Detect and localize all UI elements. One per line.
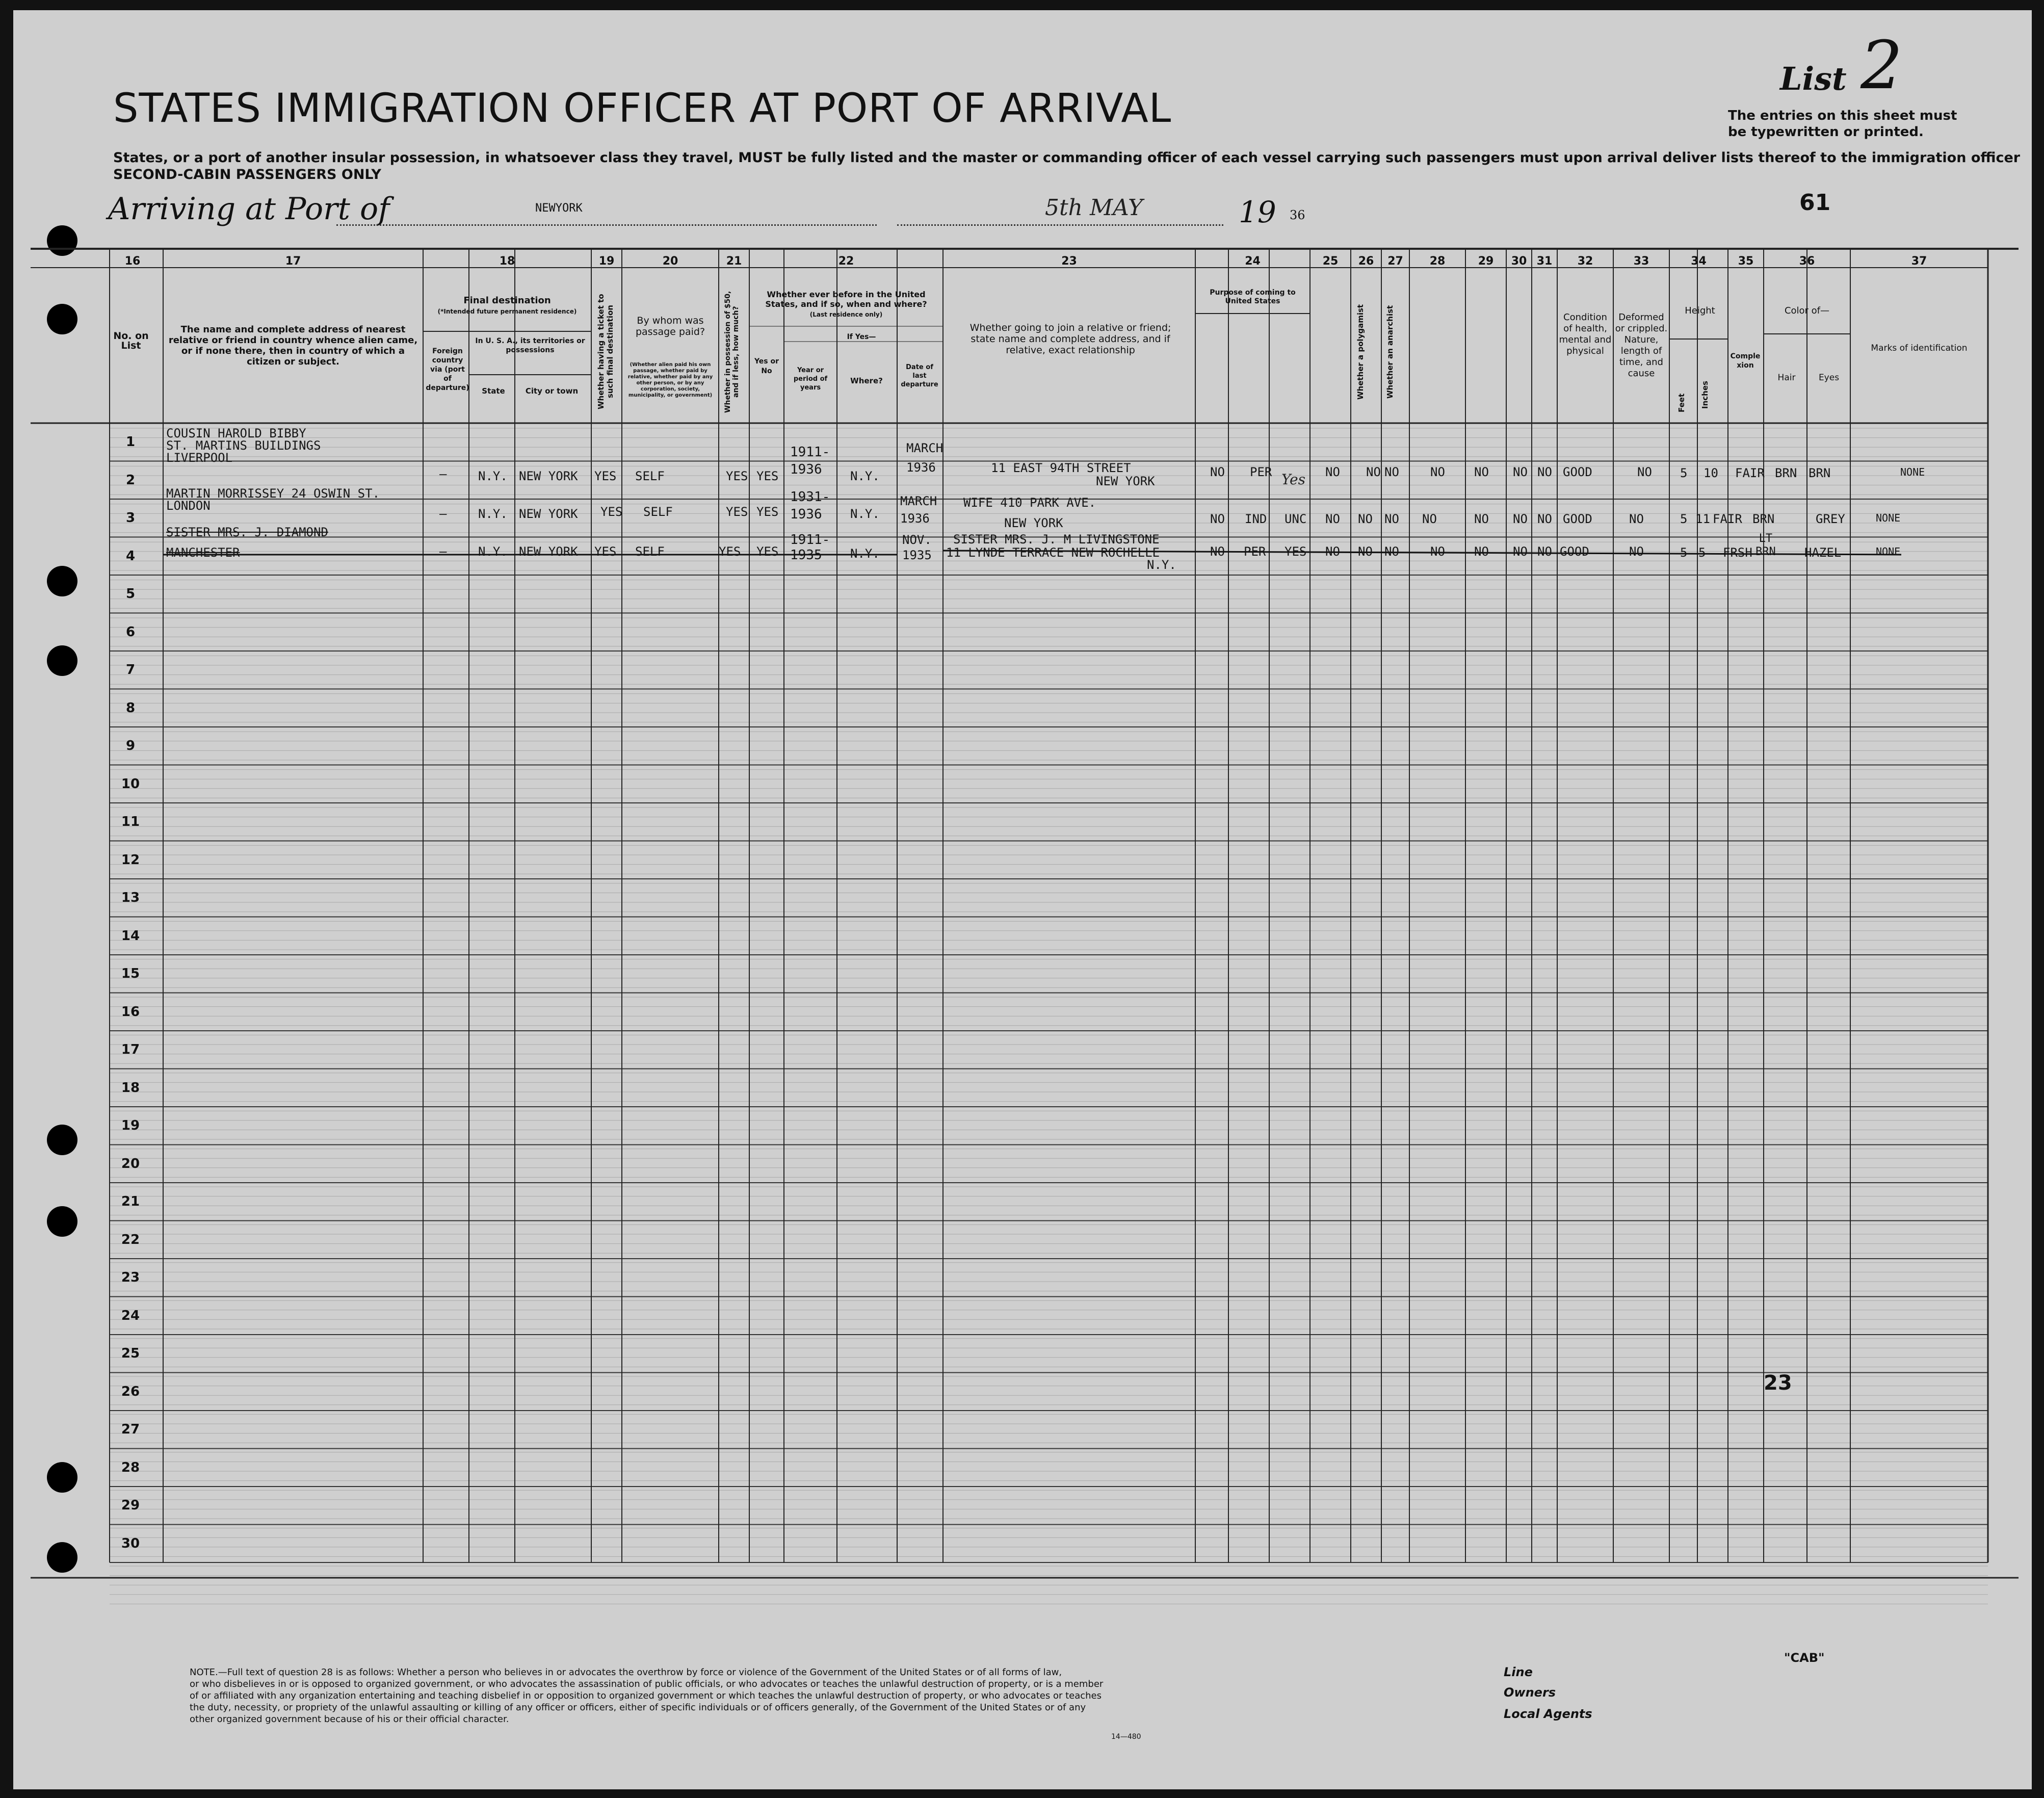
entry-inches: 5 — [1698, 545, 1706, 560]
entry-c31: NO — [1537, 544, 1552, 559]
entry-relative: SISTER MRS. J. DIAMOND — [166, 525, 328, 539]
column-number: 32 — [1577, 255, 1593, 268]
cabin-class-text: SECOND-CABIN PASSENGERS ONLY — [113, 167, 381, 183]
entry-c25: NO — [1325, 544, 1340, 559]
entry-before: YES — [756, 544, 779, 559]
entry-paid-by: SELF — [635, 544, 665, 559]
entry-c25: NO — [1325, 465, 1340, 479]
header-in-usa: In U. S. A., its territories or possessions — [475, 337, 585, 354]
entry-c25: NO — [1325, 512, 1340, 526]
entry-c30: NO — [1513, 465, 1528, 479]
entry-c26: NO — [1358, 512, 1373, 526]
row-number: 24 — [121, 1308, 140, 1323]
entry-health: GOOD — [1560, 544, 1589, 559]
entry-where: N.Y. — [850, 546, 880, 561]
row-number: 7 — [125, 662, 136, 677]
row-number: 28 — [121, 1460, 140, 1475]
entry-health: GOOD — [1563, 512, 1592, 526]
row-number: 18 — [121, 1080, 140, 1096]
entry-c29: NO — [1474, 544, 1489, 559]
row-number: 4 — [125, 548, 136, 564]
entry-c29: NO — [1474, 465, 1489, 479]
entry-c28: NO — [1430, 465, 1445, 479]
entry-c30: NO — [1513, 512, 1528, 526]
entry-join: NEW YORK — [1004, 516, 1063, 530]
row-number: 8 — [125, 700, 136, 716]
entry-ticket: YES — [600, 505, 623, 519]
entry-complexion: FAIR — [1735, 466, 1765, 480]
entry-c26: NO — [1358, 544, 1373, 559]
entry-date: MARCH 1936 — [900, 494, 937, 526]
column-number: 19 — [598, 255, 615, 268]
column-number: 28 — [1429, 255, 1446, 268]
column-number: 23 — [1061, 255, 1077, 268]
column-number: 33 — [1633, 255, 1649, 268]
port-value: NEWYORK — [535, 202, 583, 215]
entry-deformed: NO — [1629, 544, 1644, 559]
entry-purpose-a: NO — [1210, 512, 1225, 526]
year-suffix: 36 — [1290, 208, 1305, 222]
row-number: 10 — [121, 776, 140, 792]
entry-c26: NO — [1366, 465, 1381, 479]
entry-feet: 5 — [1680, 466, 1688, 480]
column-number: 36 — [1799, 255, 1815, 268]
entry-before: YES — [756, 505, 779, 519]
header-years: Year or period of years — [793, 367, 828, 392]
row-number: 22 — [121, 1232, 140, 1247]
footer-note: of or affiliated with any organization entertaining and teaching disbelief in or opposition to organized government or which teaches the unlawful destruction of property, or who advocates or teaches — [190, 1690, 1102, 1701]
entry-marks: NONE — [1876, 512, 1901, 524]
entry-hair: LT BRN — [1755, 532, 1776, 558]
entry-ticket: YES — [594, 544, 617, 559]
row-number: 15 — [121, 966, 140, 981]
entry-c27: NO — [1384, 512, 1399, 526]
entry-date: MARCH 1936 — [906, 441, 944, 475]
entry-purpose-a: NO — [1210, 544, 1225, 559]
column-number: 22 — [838, 255, 854, 268]
header-no-on-list: No. on List — [113, 330, 149, 351]
instruction-text: The entries on this sheet must — [1728, 108, 1957, 123]
row-number: 19 — [121, 1118, 140, 1133]
row-number: 11 — [121, 814, 140, 829]
row-number: 23 — [121, 1270, 140, 1285]
entry-inches: 10 — [1704, 466, 1718, 480]
entry-c28: NO — [1422, 512, 1437, 526]
line-label: Line — [1504, 1665, 1533, 1679]
column-number: 17 — [285, 255, 301, 268]
list-label: List — [1780, 60, 1847, 97]
header-yes-or-no: Yes or No — [754, 357, 779, 375]
header-relative-address: The name and complete address of nearest relative or friend in country whence alien came, or if none there, then in country of which a citizen or subject. — [168, 324, 418, 367]
entry-date: NOV. 1935 — [902, 533, 932, 562]
row-number: 12 — [121, 852, 140, 868]
entry-purpose-c: UNC — [1285, 512, 1307, 526]
page-title: STATES IMMIGRATION OFFICER AT PORT OF ARRIVAL — [113, 86, 1172, 132]
entry-foreign: – — [439, 507, 447, 521]
entry-c27: NO — [1384, 465, 1399, 479]
entry-hair: BRN — [1775, 466, 1797, 480]
entry-money: YES — [719, 544, 741, 559]
row-number: 5 — [125, 586, 136, 602]
year-prefix: 19 — [1239, 195, 1276, 229]
form-code: 14—480 — [1111, 1733, 1141, 1741]
header-purpose: Purpose of coming to United States — [1210, 289, 1296, 305]
entry-eyes: HAZEL — [1804, 545, 1842, 560]
header-health: Condition of health, mental and physical — [1559, 312, 1612, 356]
entry-city: NEW YORK — [519, 507, 578, 521]
header-where: Where? — [850, 376, 883, 385]
entry-c29: NO — [1474, 512, 1489, 526]
row-number: 25 — [121, 1346, 140, 1361]
header-color: Color of— — [1784, 305, 1830, 316]
header-marks: Marks of identification — [1871, 343, 1968, 353]
entry-relative: COUSIN HAROLD BIBBY — [166, 426, 306, 440]
entry-where: N.Y. — [850, 469, 880, 483]
footer-note: other organized government because of his or their official character. — [190, 1714, 509, 1725]
column-number: 26 — [1358, 255, 1374, 268]
header-last-residence: (Last residence only) — [809, 311, 883, 318]
column-number: 35 — [1738, 255, 1754, 268]
row-number: 27 — [121, 1422, 140, 1437]
arriving-label: Arriving at Port of — [108, 191, 390, 227]
row-number: 14 — [121, 928, 140, 944]
header-city: City or town — [525, 386, 579, 396]
column-number: 30 — [1511, 255, 1527, 268]
entry-before: YES — [756, 469, 779, 483]
row-number: 2 — [125, 472, 136, 488]
row-number: 17 — [121, 1042, 140, 1057]
footer-note: or who disbelieves in or is opposed to organized government, or who advocates the assassination of public officials, or who advocates or teaches the unlawful destruction of property, or is a member — [190, 1679, 1104, 1689]
header-anarchist: Whether an anarchist — [1385, 305, 1395, 399]
column-number: 37 — [1911, 255, 1927, 268]
column-number: 34 — [1691, 255, 1707, 268]
row-number: 20 — [121, 1156, 140, 1171]
footer-note: NOTE.—Full text of question 28 is as follows: Whether a person who believes in or advocates the overthrow by force or violence of the Government of the United States or of all forms of law, — [190, 1667, 1062, 1678]
entry-where: N.Y. — [850, 507, 880, 521]
row-number: 3 — [125, 510, 136, 526]
entry-feet: 5 — [1680, 512, 1688, 526]
header-feet: Feet — [1677, 393, 1686, 412]
agents-label: Local Agents — [1504, 1707, 1592, 1721]
header-height: Height — [1685, 305, 1715, 316]
entry-health: GOOD — [1563, 465, 1592, 479]
owners-label: Owners — [1504, 1685, 1556, 1700]
entry-city: NEW YORK — [519, 544, 578, 559]
entry-marks: NONE — [1876, 545, 1901, 558]
header-state: State — [482, 386, 505, 396]
column-number: 16 — [124, 255, 141, 268]
entry-paid-by: SELF — [643, 505, 673, 519]
row-number: 16 — [121, 1004, 140, 1020]
header-hair: Hair — [1777, 373, 1796, 383]
entry-join: NEW YORK — [1096, 474, 1155, 488]
header-passage-paid-note: (Whether alien paid his own passage, whether paid by relative, whether paid by any other person, or by any corporation, society, municipality, or government) — [627, 362, 713, 398]
header-eyes: Eyes — [1818, 373, 1840, 383]
footer-note: the duty, necessity, or propriety of the unlawful assaulting or killing of any officer or officers, either of specific individuals or of officers generally, of the Government of the United States or of any — [190, 1702, 1086, 1713]
header-final-destination: Final destination — [463, 295, 551, 306]
header-deformed: Deformed or crippled. Nature, length of time, and cause — [1615, 312, 1668, 379]
row-number: 13 — [121, 890, 140, 905]
entry-join: N.Y. — [1147, 558, 1176, 572]
header-previous-visit: Whether ever before in the United States, and if so, when and where? — [765, 290, 927, 309]
count-annotation: 23 — [1764, 1371, 1792, 1395]
entry-feet: 5 — [1680, 545, 1688, 560]
entry-c27: NO — [1384, 544, 1399, 559]
header-polygamist: Whether a polygamist — [1356, 304, 1365, 400]
header-foreign-country: Foreign country via (port of departure) — [426, 347, 469, 392]
entry-deformed: NO — [1637, 465, 1652, 479]
row-number: 9 — [125, 738, 136, 753]
entry-years: 1911- 1935 — [790, 532, 830, 563]
entry-c31: NO — [1537, 465, 1552, 479]
statement-text: States, or a port of another insular possession, in whatsoever class they travel, MUST be fully listed and the master or commanding officer of each vessel carrying such passengers must upon arrival deliver lists thereof to the immigration officer — [113, 150, 2021, 166]
entry-money: YES — [726, 505, 748, 519]
header-inches: Inches — [1700, 381, 1710, 409]
entry-purpose-c: YES — [1285, 544, 1307, 559]
entry-c28: NO — [1430, 544, 1445, 559]
entry-inches: 11 — [1695, 512, 1710, 526]
row-number: 29 — [121, 1498, 140, 1513]
column-number: 20 — [662, 255, 678, 268]
header-passage-paid: By whom was passage paid? — [635, 315, 705, 337]
entry-c30: NO — [1513, 544, 1528, 559]
row-number: 1 — [125, 434, 136, 450]
column-number: 24 — [1245, 255, 1261, 268]
entry-purpose-b: PER — [1244, 544, 1266, 559]
entry-eyes: BRN — [1809, 466, 1831, 480]
entry-paid-by: SELF — [635, 469, 665, 483]
entry-relative: ST. MARTINS BUILDINGS — [166, 438, 321, 453]
entry-relative: MARTIN MORRISSEY 24 OSWIN ST. — [166, 486, 380, 501]
entry-purpose-b: PER — [1250, 465, 1272, 479]
column-number: 21 — [726, 255, 742, 268]
entry-hair: BRN — [1752, 512, 1775, 526]
header-final-destination-note: (*Intended future permanent residence) — [437, 308, 577, 315]
column-number: 25 — [1322, 255, 1339, 268]
header-ticket: Whether having a ticket to such final destination — [596, 294, 615, 410]
entry-years: 1911- 1936 — [790, 445, 830, 477]
entry-state: N.Y. — [478, 544, 508, 559]
entry-foreign: – — [439, 544, 447, 559]
entry-city: NEW YORK — [519, 469, 578, 483]
entry-ticket: YES — [594, 469, 617, 483]
header-join-relative: Whether going to join a relative or friend; state name and complete address, and if relative, exact relationship — [969, 322, 1171, 356]
entry-money: YES — [726, 469, 748, 483]
header-date-departure: Date of last departure — [901, 363, 938, 388]
column-number: 27 — [1387, 255, 1403, 268]
row-number: 30 — [121, 1535, 140, 1551]
entry-marks: NONE — [1900, 466, 1925, 478]
entry-state: N.Y. — [478, 469, 508, 483]
header-complexion: Complexion — [1730, 352, 1761, 370]
list-number: 2 — [1860, 27, 1903, 104]
header-money: Whether in possession of $50, and if less, how much? — [724, 291, 740, 413]
row-number: 21 — [121, 1194, 140, 1209]
entry-years: 1931- 1936 — [790, 489, 830, 522]
entry-c31: NO — [1537, 512, 1552, 526]
entry-join: SISTER MRS. J. M LIVINGSTONE — [953, 532, 1160, 546]
entry-relative: LONDON — [166, 499, 211, 513]
column-number: 31 — [1536, 255, 1553, 268]
entry-complexion: FAIR — [1713, 512, 1742, 526]
entry-state: N.Y. — [478, 507, 508, 521]
entry-join: 11 EAST 94TH STREET — [991, 461, 1131, 475]
instruction-text: be typewritten or printed. — [1728, 124, 1924, 140]
entry-join: WIFE 410 PARK AVE. — [963, 496, 1096, 510]
entry-relative: LIVERPOOL — [166, 451, 233, 465]
sheet-number: 61 — [1799, 190, 1831, 216]
entry-purpose-b: IND — [1245, 512, 1267, 526]
row-number: 6 — [125, 624, 136, 640]
column-number: 18 — [499, 255, 515, 268]
row-number: 26 — [121, 1384, 140, 1399]
entry-join: 11 LYNDE TERRACE NEW ROCHELLE — [946, 545, 1160, 560]
entry-eyes: GREY — [1816, 512, 1845, 526]
entry-foreign: – — [439, 467, 447, 481]
entry-complexion: FRSH — [1723, 545, 1752, 560]
line-value: "CAB" — [1784, 1651, 1825, 1665]
date-value: 5th MAY — [1045, 195, 1143, 221]
column-number: 29 — [1478, 255, 1494, 268]
entry-relative: MANCHESTER — [166, 545, 240, 560]
header-if-yes: If Yes— — [847, 333, 876, 341]
entry-purpose-a: NO — [1210, 465, 1225, 479]
entry-deformed: NO — [1629, 512, 1644, 526]
entry-purpose-c: Yes — [1281, 471, 1305, 488]
